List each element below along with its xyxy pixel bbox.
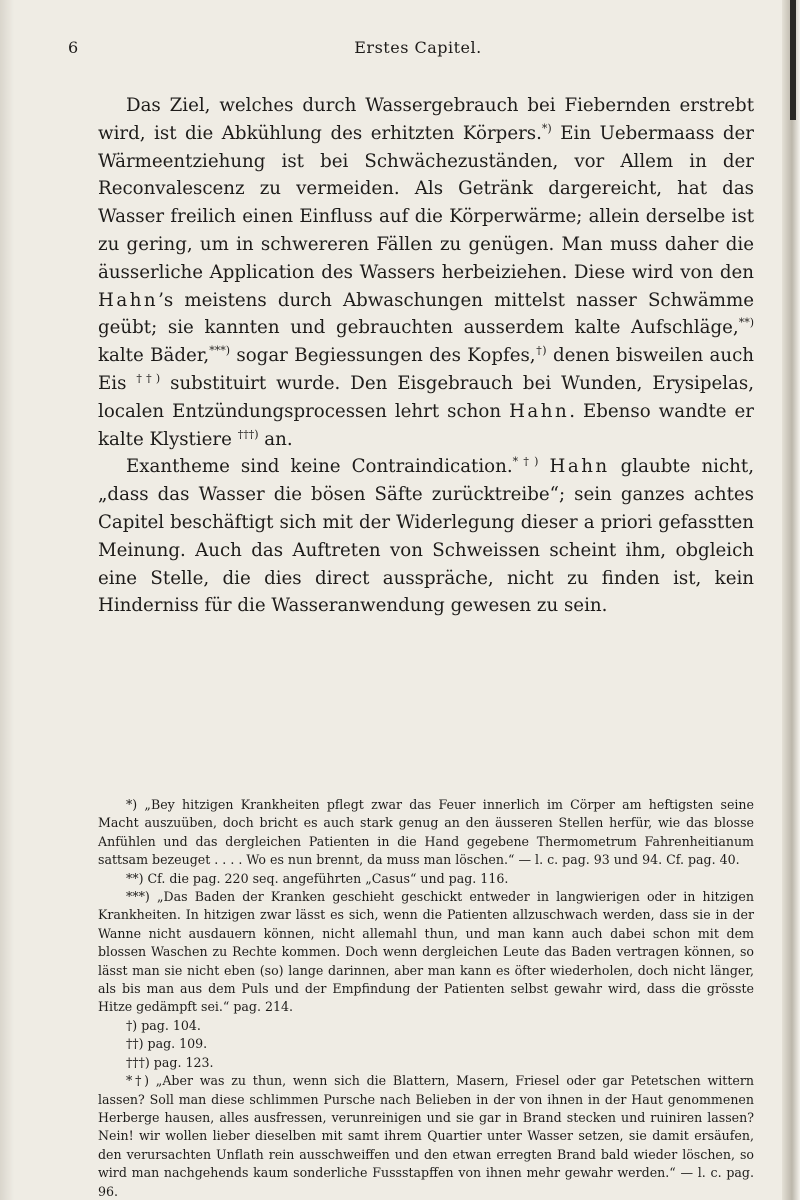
footnote-marker: *) (541, 121, 552, 135)
page-edge (782, 0, 800, 1200)
footnote-5: ††) pag. 109. (126, 1036, 208, 1052)
paragraph-2: Exantheme sind keine Contraindication.*†) Hahn glaubte nicht, „dass das Wasser die bösen Säfte zurücktreibe“; sein ganzes achtes Capitel beschäftigt sich mit der Widerlegung dieser a priori gefasstten Meinung. Auch das Auftreten von Schweissen scheint ihm, obgleich eine Stelle, die dies direct ausspräche, nicht zu finden ist, kein Hinderniss für die Wasseranwendung gewesen zu sein. (98, 455, 754, 617)
footnotes (98, 796, 754, 1200)
footnote-marker: **) (738, 316, 754, 330)
body-text (98, 92, 754, 620)
page-edge-dark (790, 0, 796, 120)
footnote-2: **) Cf. die pag. 220 seq. angeführten „Casus“ und pag. 116. (126, 870, 509, 886)
paragraph-1: Das Ziel, welches durch Wassergebrauch bei Fiebernden erstrebt wird, ist die Abkühlung des erhitzten Körpers.*) Ein Uebermaass der Wärmeentziehung ist bei Schwächezuständen, vor Allem in der Reconvalescenz zu vermeiden. Als Getränk dargereicht, hat das Wasser freilich einen Einfluss auf die Körperwärme; allein derselbe ist zu gering, um in schwereren Fällen zu genügen. Man muss daher die äusserliche Application des Wassers herbeiziehen. Diese wird von den Hahn’s meistens durch Abwaschungen mittelst nasser Schwämme geübt; sie kannten und gebrauchten ausserdem kalte Aufschläge,**) kalte Bäder,***) sogar Begiessungen des Kopfes,†) denen bisweilen auch Eis ††) substituirt wurde. Den Eisgebrauch bei Wunden, Erysipelas, localen Entzündungsprocessen lehrt schon Hahn. Ebenso wandte er kalte Klystiere †††) an. (98, 95, 754, 450)
footnote-marker: *†) (512, 455, 539, 469)
footnote-1: *) „Bey hitzigen Krankheiten pflegt zwar das Feuer innerlich im Cörper am heftigsten seine Macht auszuüben, doch bricht es auch stark genug an den äusseren Stellen herfür, wie das blosse Anfühlen und das dergleichen Patienten in die Hand gegebene Thermometrum Fahrenheitianum sattsam bezeuget . . . . Wo es nun brennt, da muss man löschen.“ — l. c. pag. 93 und 94. Cf. pag. 40. (98, 797, 754, 868)
footnote-4: †) pag. 104. (126, 1017, 201, 1033)
page-gutter-shadow (0, 0, 14, 1200)
author-name: Hahn (509, 400, 570, 422)
author-name: Hahn (98, 289, 159, 311)
footnote-3: ***) „Das Baden der Kranken geschieht geschickt entweder in langwierigen oder in hitzigen Krankheiten. In hitzigen zwar lässt es sich, wenn die Patienten allzuschwach werden, dass sie in der Wanne nicht ausdauern können, nicht allemahl thun, und man kann auch dabei schon mit dem blossen Waschen zu Rechte kommen. Doch wenn dergleichen Leute das Baden vertragen können, so lässt man sie nicht eben (so) lange darinnen, aber man kann es öfter wiederholen, doch nicht länger, als bis man aus dem Puls und der Empfindung der Patienten selbst gewahr wird, dass die grösste Hitze gedämpft sei.“ pag. 214. (98, 889, 754, 1015)
footnote-marker: †††) (237, 427, 259, 441)
footnote-6: †††) pag. 123. (126, 1054, 214, 1070)
footnote-marker: †) (535, 344, 547, 358)
page-header (68, 38, 768, 68)
footnote-marker: ***) (209, 344, 231, 358)
page-number: 6 (68, 38, 80, 57)
footnote-marker: ††) (136, 371, 161, 385)
footnote-7: *†) „Aber was zu thun, wenn sich die Blattern, Masern, Friesel oder gar Petetschen wittern lassen? Soll man diese schlimmen Pursche nach Belieben in der von ihnen in der Haut genommenen Herberge hausen, alles ausfressen, verunreinigen und sie gar in Brand stecken und ruiniren lassen? Nein! wir wollen lieber dieselben mit samt ihrem Quartier unter Wasser setzen, sie damit ersäufen, den verursachten Unflath rein ausschweiffen und den etwan erregten Brand bald wieder löschen, so wird man nachgehends kaum sonderliche Fussstapffen von ihnen mehr gewahr werden.“ — l. c. pag. 96. (98, 1073, 754, 1199)
author-name: Hahn (549, 456, 610, 478)
running-title: Erstes Capitel. (354, 38, 482, 57)
